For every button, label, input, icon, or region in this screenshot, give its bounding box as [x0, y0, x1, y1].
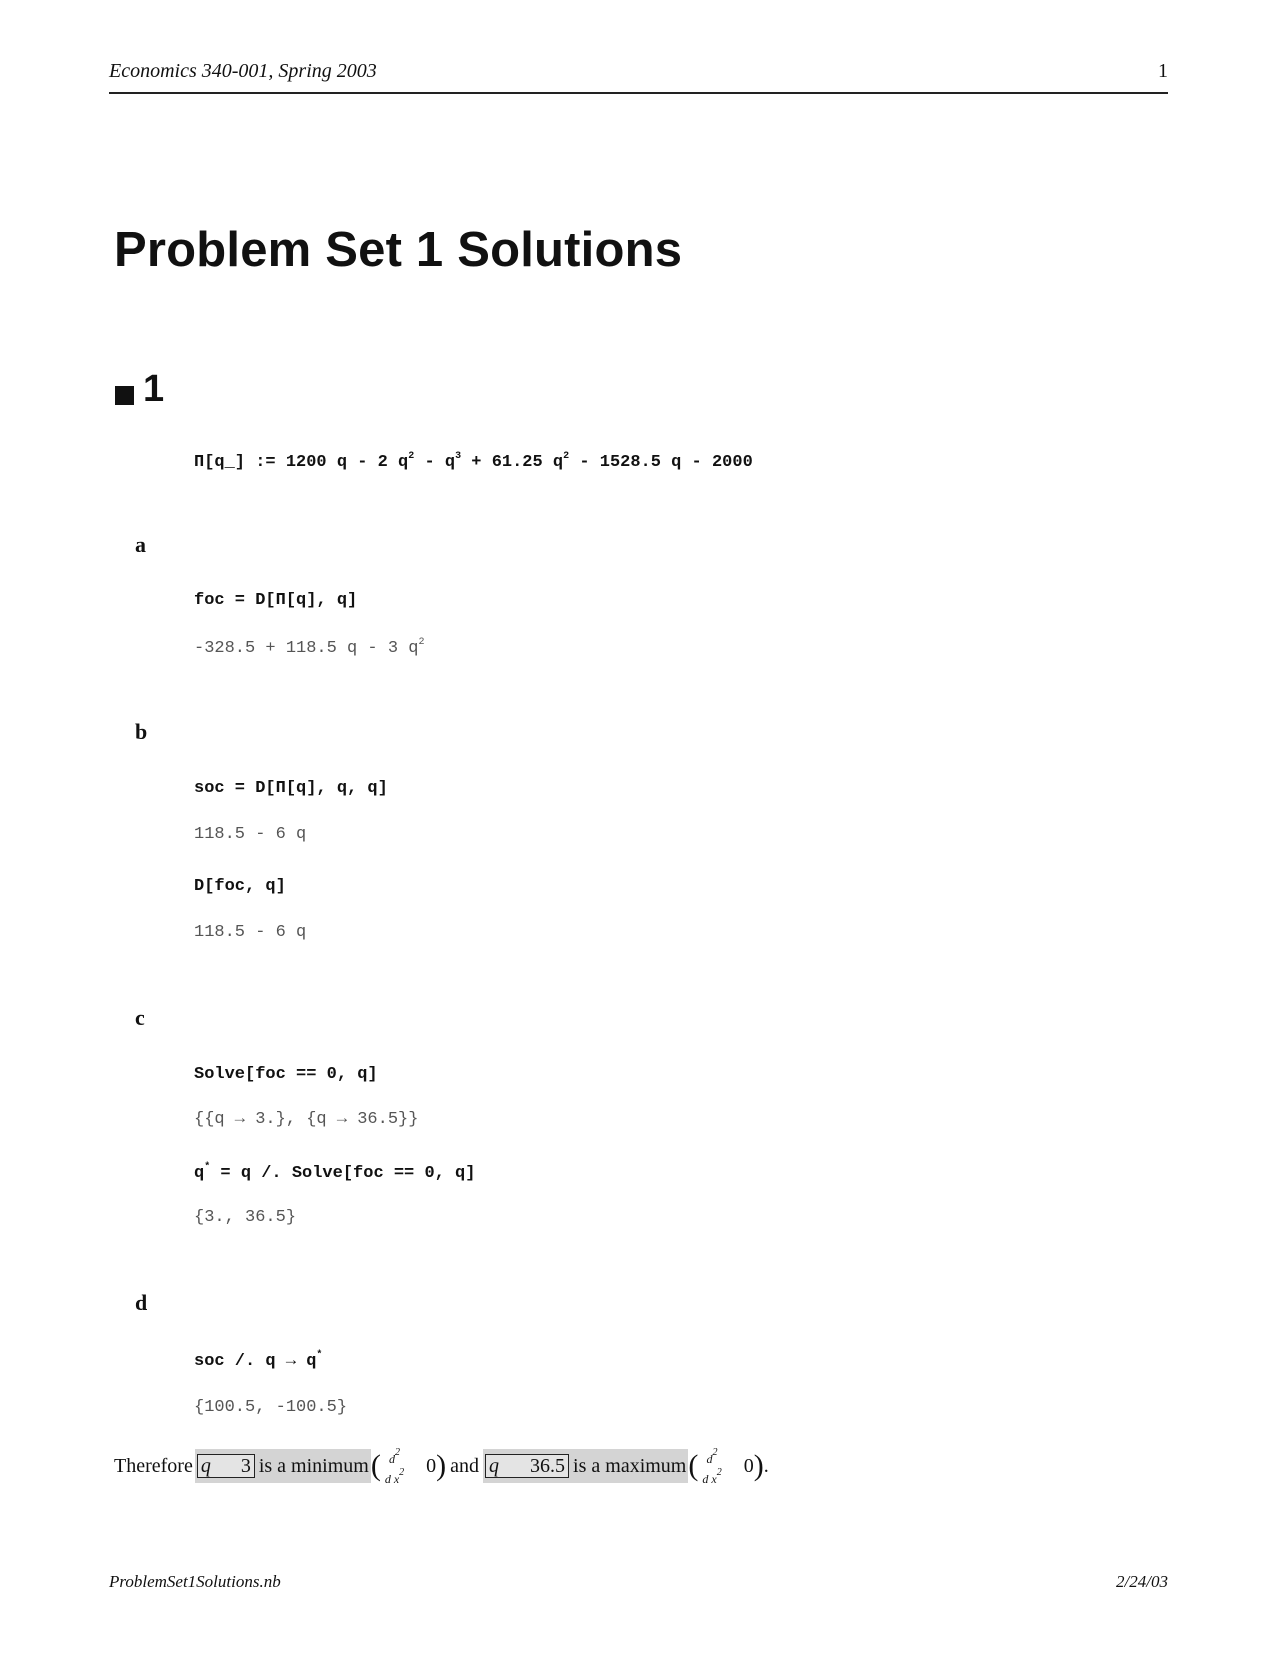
open-paren: ( [688, 1449, 699, 1482]
conclusion-line [114, 1447, 769, 1486]
open-paren: ( [370, 1449, 381, 1482]
foc-output-exp: 2 [418, 637, 425, 648]
section-number: 1 [143, 368, 165, 410]
frac-num: d [388, 1452, 395, 1466]
q1-val: 3 [240, 1454, 251, 1477]
qstar-input-var: q [194, 1164, 205, 1183]
profit-definition-input [194, 451, 753, 472]
frac-num-exp: 2 [394, 1447, 400, 1458]
zero-2: 0 [743, 1454, 754, 1477]
soc-eval-output: {100.5, -100.5} [194, 1398, 348, 1417]
profit-def-part: - q [414, 453, 456, 472]
q-equals-3-box [197, 1454, 255, 1478]
subsection-label-a: a [135, 532, 146, 557]
footer-date: 2/24/03 [1116, 1572, 1168, 1591]
profit-def-part: Π[q_] := 1200 q - 2 q [194, 453, 409, 472]
frac-den: d x [702, 1472, 717, 1486]
profit-def-exp: 2 [408, 451, 415, 462]
frac-num: d [706, 1452, 713, 1466]
therefore-text: Therefore [114, 1454, 193, 1477]
foc-input: foc = D[Π[q], q] [194, 591, 358, 610]
frac-den-exp: 2 [399, 1467, 405, 1478]
footer-filename: ProblemSet1Solutions.nb [109, 1572, 281, 1591]
profit-def-exp: 2 [563, 451, 570, 462]
soc-eval-input-text: soc /. q → q [194, 1352, 317, 1371]
subsection-label-c: c [135, 1005, 145, 1030]
page-title: Problem Set 1 Solutions [114, 223, 683, 277]
q-equals-36-5-box [485, 1454, 569, 1478]
q2-var: q [489, 1454, 500, 1477]
profit-def-part: + 61.25 q [461, 453, 564, 472]
q2-val: 36.5 [530, 1454, 566, 1477]
second-derivative-fraction [702, 1446, 721, 1486]
is-minimum-text: is a minimum [258, 1454, 369, 1477]
foc-output-text: -328.5 + 118.5 q - 3 q [194, 639, 419, 658]
section-bullet-icon [115, 386, 134, 405]
subsection-label-b: b [135, 719, 148, 744]
soc-eval-input-sup: * [316, 1350, 323, 1361]
and-text: and [450, 1454, 480, 1477]
maximum-highlight [483, 1449, 688, 1483]
solve-output: {{q → 3.}, {q → 36.5}} [194, 1110, 419, 1129]
close-paren: ) [436, 1449, 447, 1482]
close-paren: ) [753, 1449, 764, 1482]
frac-den: d x [384, 1472, 400, 1486]
qstar-input [194, 1162, 475, 1183]
page-number: 1 [1158, 60, 1168, 82]
soc-input: soc = D[Π[q], q, q] [194, 779, 388, 798]
qstar-input-sup: * [204, 1162, 211, 1173]
soc-output: 118.5 - 6 q [194, 825, 307, 844]
zero-1: 0 [426, 1454, 437, 1477]
soc-eval-input [194, 1350, 322, 1371]
solve-input: Solve[foc == 0, q] [194, 1065, 378, 1084]
second-derivative-fraction [385, 1446, 404, 1486]
frac-den-exp: 2 [716, 1467, 722, 1478]
qstar-output: {3., 36.5} [194, 1208, 297, 1227]
minimum-highlight [195, 1449, 371, 1483]
profit-def-part: - 1528.5 q - 2000 [569, 453, 753, 472]
dfoc-input: D[foc, q] [194, 877, 286, 896]
foc-output [194, 637, 424, 658]
dfoc-output: 118.5 - 6 q [194, 923, 307, 942]
is-maximum-text: is a maximum [573, 1454, 687, 1477]
running-header-course: Economics 340-001, Spring 2003 [109, 60, 377, 82]
frac-num-exp: 2 [712, 1447, 718, 1458]
profit-def-exp: 3 [455, 451, 462, 462]
qstar-input-rest: = q /. Solve[foc == 0, q] [210, 1164, 476, 1183]
header-rule [109, 92, 1168, 94]
end-period: . [763, 1454, 769, 1477]
subsection-label-d: d [135, 1290, 148, 1315]
q1-var: q [200, 1454, 211, 1477]
